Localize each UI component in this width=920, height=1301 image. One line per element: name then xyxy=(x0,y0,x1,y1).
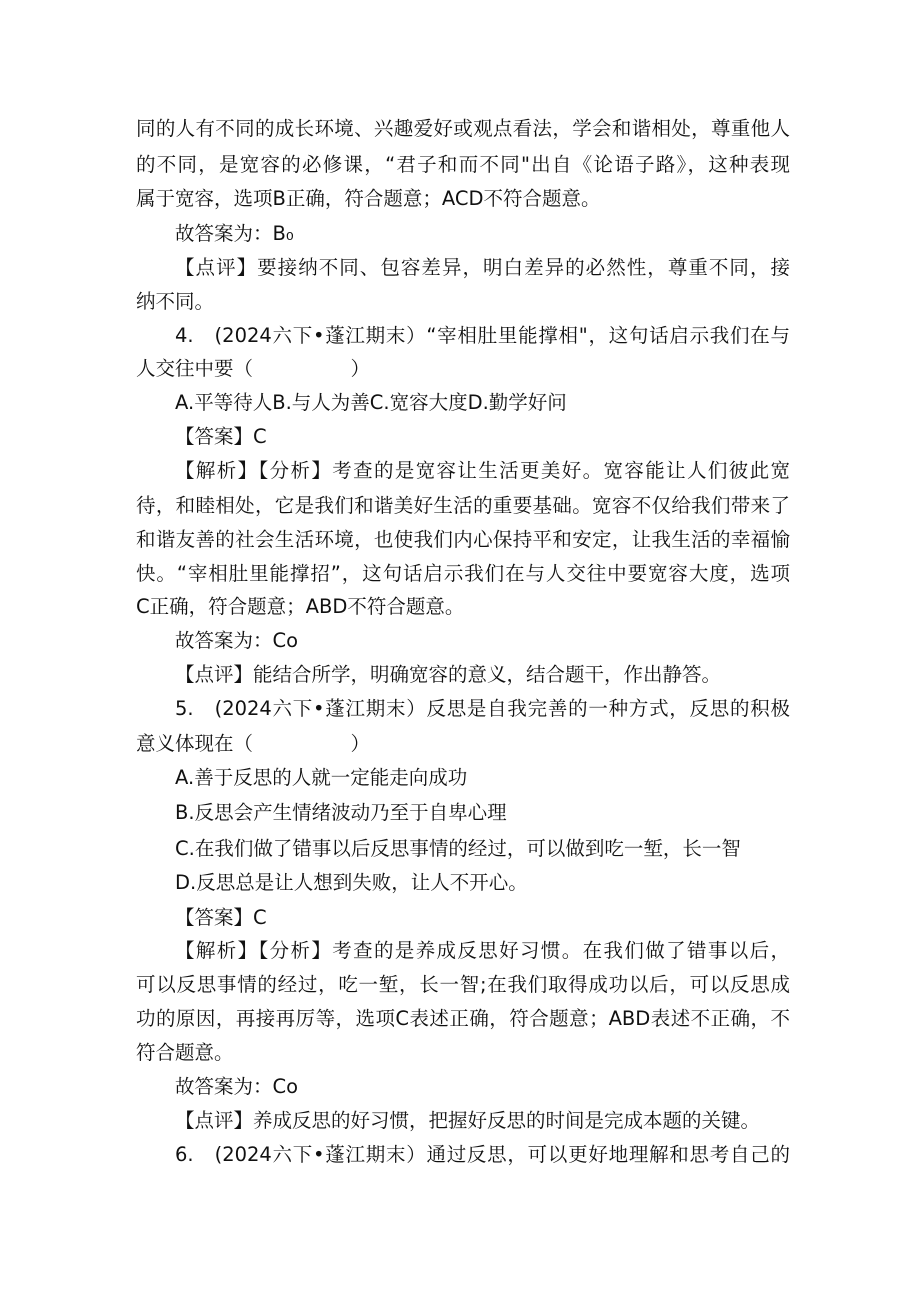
answer-line: 【答案】C xyxy=(175,425,267,448)
text-line: 可以反思事情的经过，吃一堑，长一智;在我们取得成功以后，可以反思成 xyxy=(136,973,790,996)
answer-line: 故答案为：B₀ xyxy=(175,222,294,245)
option-b: B.反思会产生情绪波动乃至于自卑心理 xyxy=(175,801,507,824)
question-5-stem: 5. (2024六下•蓬江期末）反思是自我完善的一种方式，反思的积极 xyxy=(175,697,790,720)
question-5-stem-cont: 意义体现在（ ） xyxy=(136,732,371,755)
comment-line: 【点评】养成反思的好习惯，把握好反思的时间是完成本题的关键。 xyxy=(175,1109,761,1132)
text-line: C正确，符合题意；ABD不符合题意。 xyxy=(136,595,465,618)
question-4-stem-cont: 人交往中要（ ） xyxy=(136,357,371,380)
answer-line: 【答案】C xyxy=(175,906,267,929)
text-line: 和谐友善的社会生活环境，也使我们内心保持平和安定，让我生活的幸福愉 xyxy=(136,528,790,551)
text-line: 功的原因，再接再厉等，选项C表述正确，符合题意；ABD表述不正确，不 xyxy=(136,1007,790,1030)
analysis-line: 【解析】【分析】考查的是养成反思好习惯。在我们做了错事以后， xyxy=(175,939,790,962)
question-6-stem: 6. (2024六下•蓬江期末）通过反思，可以更好地理解和思考自己的 xyxy=(175,1143,790,1166)
text-line: 同的人有不同的成长环境、兴趣爱好或观点看法，学会和谐相处，尊重他人 xyxy=(136,117,790,140)
question-4-options: A.平等待人B.与人为善C.宽容大度D.勤学好问 xyxy=(175,391,567,414)
text-line: 的不同，是宽容的必修课，“君子和而不同"出自《论语子路》，这种表现 xyxy=(136,153,790,176)
text-line: 快。“宰相肚里能撑招”，这句话启示我们在与人交往中要宽容大度，选项 xyxy=(136,562,790,585)
option-d: D.反思总是让人想到失败，让人不开心。 xyxy=(175,871,528,894)
text-line: 纳不同。 xyxy=(136,290,215,313)
text-line: 属于宽容，选项B正确，符合题意；ACD不符合题意。 xyxy=(136,187,601,210)
option-c: C.在我们做了错事以后反思事情的经过，可以做到吃一堑，长一智 xyxy=(175,837,741,860)
option-a: A.善于反思的人就一定能走向成功 xyxy=(175,766,468,789)
comment-line: 【点评】能结合所学，明确宽容的意义，结合题干，作出静答。 xyxy=(175,663,722,686)
text-line: 符合题意。 xyxy=(136,1041,234,1064)
text-line: 待，和睦相处，它是我们和谐美好生活的重要基础。宽容不仅给我们带来了 xyxy=(136,494,790,517)
comment-line: 【点评】要接纳不同、包容差异，明白差异的必然性，尊重不同，接 xyxy=(175,256,790,279)
answer-line: 故答案为：Co xyxy=(175,629,299,652)
analysis-line: 【解析】【分析】考查的是宽容让生活更美好。宽容能让人们彼此宽 xyxy=(175,459,790,482)
answer-line: 故答案为：Co xyxy=(175,1075,299,1098)
question-4-stem: 4. (2024六下•蓬江期末）“宰相肚里能撑相"，这句话启示我们在与 xyxy=(175,324,790,347)
